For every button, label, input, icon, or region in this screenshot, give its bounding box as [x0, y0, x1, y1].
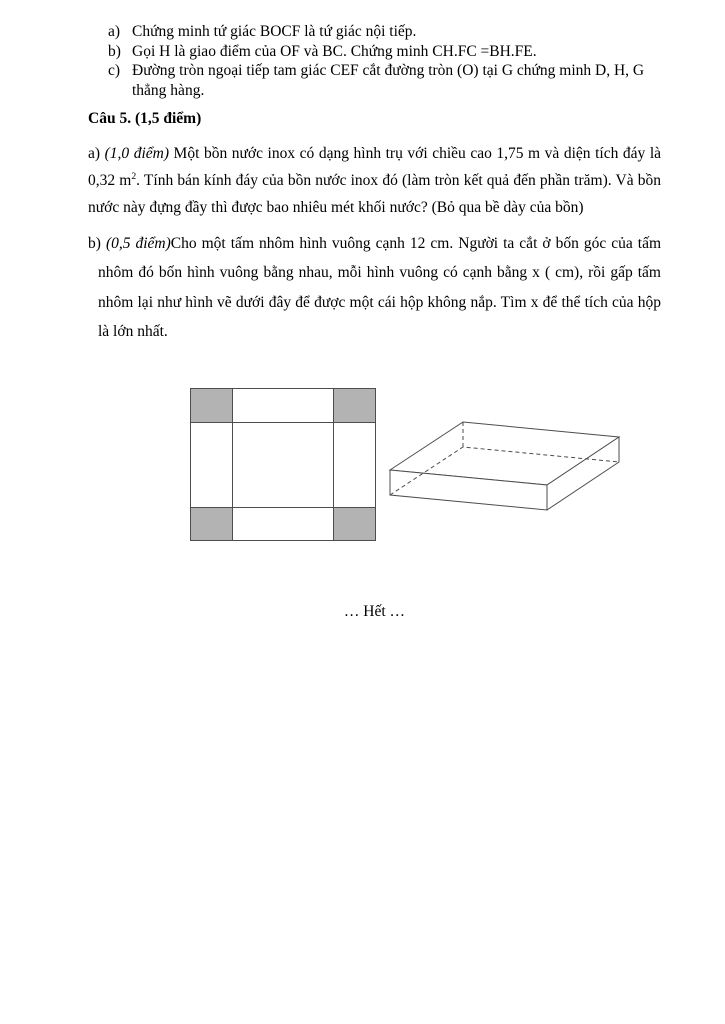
- part-a-text-continued: . Tính bán kính đáy của bồn nước inox đó (làm tròn kết quả đến phần trăm). Và bồn nước này đựng đầy thì được bao nhiêu mét khối nước? (Bỏ qua bề dày của bồn): [88, 172, 661, 216]
- part-a-points: (1,0 điểm): [104, 145, 169, 163]
- cut-corner-bottom-left: [191, 507, 233, 540]
- part-a-superscript: 2: [131, 170, 137, 182]
- question5-part-a: [88, 141, 661, 221]
- part-b-text: Cho một tấm nhôm hình vuông cạnh 12 cm. Người ta cắt ở bốn góc của tấm nhôm đó bốn hình vuông bằng nhau, mỗi hình vuông có cạnh bằng x ( cm), rồi gấp tấm nhôm lại như hình vẽ dưới đây để được một cái hộp không nắp. Tìm x để thể tích của hộp là lớn nhất.: [98, 235, 662, 340]
- figures-row: [88, 388, 661, 556]
- cut-corner-top-right: [334, 388, 376, 422]
- aluminum-sheet-net-figure: [190, 388, 376, 541]
- question5-heading: Câu 5. (1,5 điểm): [88, 109, 202, 127]
- list-item-text: Gọi H là giao điểm của OF và BC. Chứng minh CH.FC =BH.FE.: [132, 42, 537, 60]
- list-item-text: Chứng minh tứ giác BOCF là tứ giác nội tiếp.: [132, 23, 417, 40]
- list-item-label: b): [108, 42, 121, 60]
- list-item-b: [88, 42, 661, 62]
- part-b-label: b): [88, 235, 106, 253]
- list-item-a: [88, 22, 661, 42]
- list-item-c: [88, 61, 661, 100]
- part-a-text: Một bồn nước inox có dạng hình trụ với chiều cao 1,75 m và diện tích đáy là 0,32 m: [88, 145, 662, 190]
- question5-part-b: [88, 229, 661, 346]
- cut-corner-top-left: [191, 388, 233, 422]
- list-item-label: a): [108, 23, 121, 40]
- part-a-label: a): [88, 145, 105, 163]
- end-marker: … Hết …: [343, 602, 406, 620]
- cut-corner-bottom-right: [334, 507, 376, 540]
- open-box-figure: [388, 419, 623, 515]
- list-item-label: c): [108, 62, 121, 80]
- part-b-points: (0,5 điểm): [105, 235, 171, 253]
- list-item-text: Đường tròn ngoại tiếp tam giác CEF cắt đường tròn (O) tại G chứng minh D, H, G thẳng hàng.: [132, 62, 645, 100]
